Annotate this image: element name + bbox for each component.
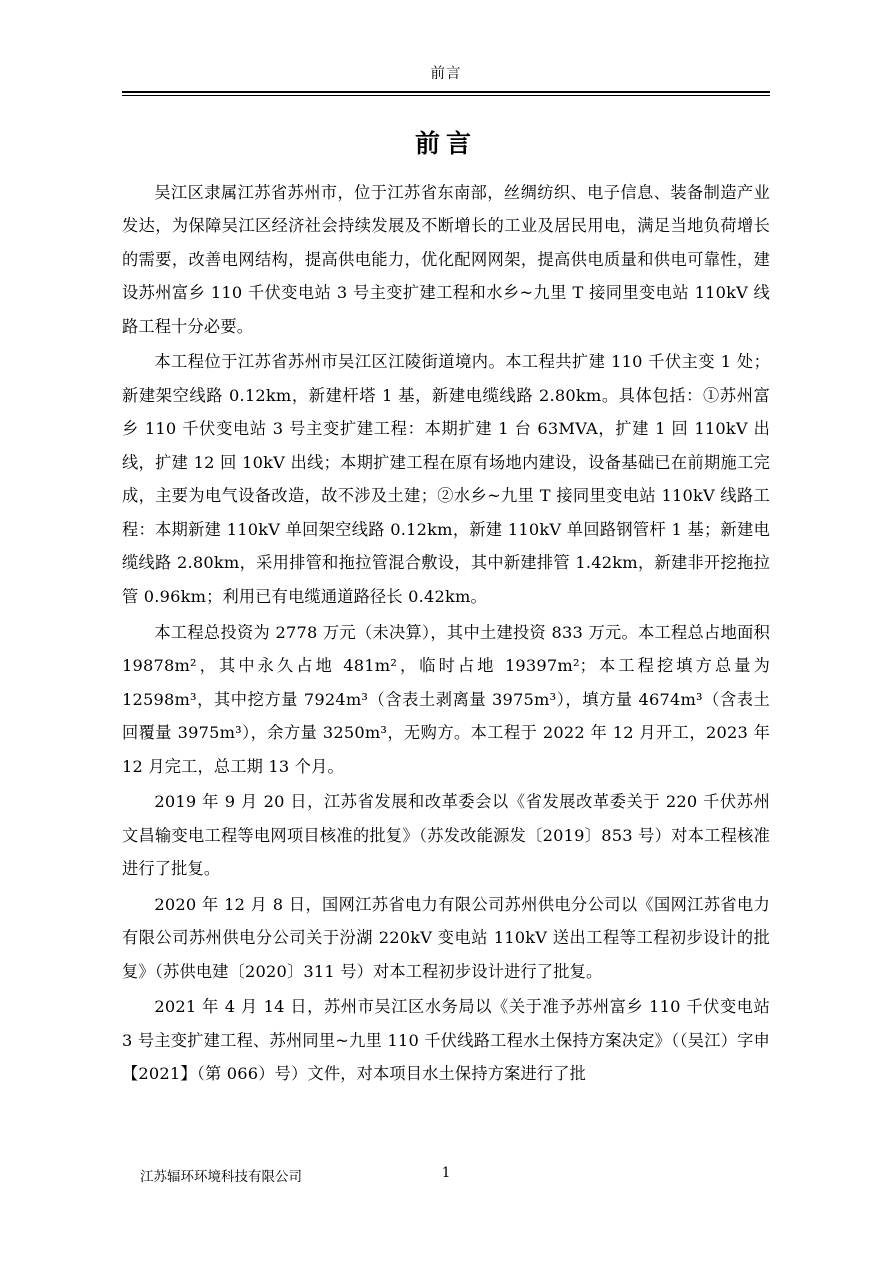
footer-page-number: 1 [441,1165,451,1181]
page-footer [122,1165,770,1185]
paragraph-4: 2019 年 9 月 20 日，江苏省发展和改革委会以《省发展改革委关于 220 千伏苏州文昌输变电工程等电网项目核准的批复》（苏发改能源发〔2019〕853 号）对本工程核准进行了批复。 [122,792,770,879]
page-title: 前言 [414,128,477,158]
header-divider [122,91,770,96]
paragraph-6: 2021 年 4 月 14 日，苏州市吴江区水务局以《关于准予苏州富乡 110 千伏变电站 3 号主变扩建工程、苏州同里~九里 110 千伏线路工程水土保持方案决定》（（吴江）字申【2021】（第 066）号）文件，对本项目水土保持方案进行了批 [122,997,770,1084]
paragraph-1: 吴江区隶属江苏省苏州市，位于江苏省东南部，丝绸纺织、电子信息、装备制造产业发达，为保障吴江区经济社会持续发展及不断增长的工业及居民用电，满足当地负荷增长的需要，改善电网结构，提高供电能力，优化配网网架，提高供电质量和供电可靠性，建设苏州富乡 110 千伏变电站 3 号主变扩建工程和水乡~九里 T 接同里变电站 110kV 线路工程十分必要。 [122,182,770,336]
running-header: 前言 [430,66,462,82]
paragraph-3: 本工程总投资为 2778 万元（未决算），其中土建投资 833 万元。本工程总占地面积 19878m²，其中永久占地 481m²，临时占地 19397m²；本工程挖填方总量为 12598m³，其中挖方量 7924m³（含表土剥离量 3975m³），填方量 4674m³（含表土回覆量 3975m³），余方量 3250m³，无购方。本工程于 2022 年 12 月开工，2023 年 12 月完工，总工期 13 个月。 [122,622,770,776]
footer-company: 江苏辐环环境科技有限公司 [140,1169,302,1185]
paragraph-2: 本工程位于江苏省苏州市吴江区江陵街道境内。本工程共扩建 110 千伏主变 1 处；新建架空线路 0.12km，新建杆塔 1 基，新建电缆线路 2.80km。具体包括：①苏州富乡 110 千伏变电站 3 号主变扩建工程：本期扩建 1 台 63MVA，扩建 1 回 110kV 出线，扩建 12 回 10kV 出线；本期扩建工程在原有场地内建设，设备基础已在前期施工完成，主要为电气设备改造，故不涉及土建；②水乡~九里 T 接同里变电站 110kV 线路工程：本期新建 110kV 单回架空线路 0.12km，新建 110kV 单回路钢管杆 1 基；新建电缆线路 2.80km，采用排管和拖拉管混合敷设，其中新建排管 1.42km，新建非开挖拖拉管 0.96km；利用已有电缆通道路径长 0.42km。 [122,352,770,606]
paragraph-5: 2020 年 12 月 8 日，国网江苏省电力有限公司苏州供电分公司以《国网江苏省电力有限公司苏州供电分公司关于汾湖 220kV 变电站 110kV 送出工程等工程初步设计的批复》（苏供电建〔2020〕311 号）对本工程初步设计进行了批复。 [122,894,770,981]
page-content [122,0,770,1093]
